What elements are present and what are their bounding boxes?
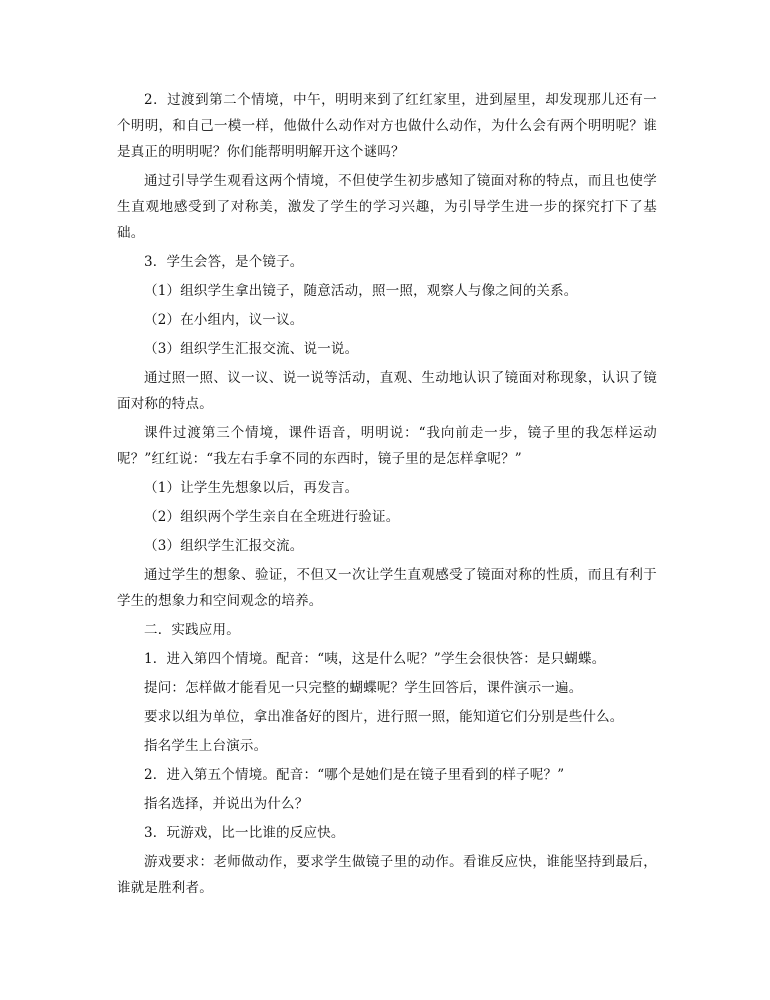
paragraph-step-1-imagine: （1）让学生先想象以后，再发言。 [144, 480, 359, 496]
paragraph-step-2-discuss: （2）在小组内，议一议。 [144, 312, 304, 328]
paragraph-activity-summary: 通过照一照、议一议、说一说等活动，直观、生动地认识了镜面对称现象，认识了镜面对称的特点。 [117, 370, 657, 412]
paragraph-step-2-verify: （2）组织两个学生亲自在全班进行验证。 [144, 509, 400, 525]
paragraph-student-answer-mirror: 3．学生会答，是个镜子。 [144, 254, 304, 270]
paragraph-game-rules: 游戏要求：老师做动作，要求学生做镜子里的动作。看谁反应快，谁能坚持到最后，谁就是胜利者。 [117, 854, 657, 896]
paragraph-third-scene-dialogue: 课件过渡第三个情境，课件语音，明明说：“我向前走一步，镜子里的我怎样运动呢？”红红说：“我左右手拿不同的东西时，镜子里的是怎样拿呢？” [117, 425, 657, 467]
paragraph-step-3-exchange: （3）组织学生汇报交流。 [144, 538, 304, 554]
paragraph-group-task: 要求以组为单位，拿出准备好的图片，进行照一照，能知道它们分别是些什么。 [144, 709, 624, 725]
paragraph-fourth-scene: 1．进入第四个情境。配音：“咦，这是什么呢？”学生会很快答：是只蝴蝶。 [144, 651, 606, 667]
paragraph-choose-explain: 指名选择，并说出为什么？ [144, 796, 309, 812]
document-body [117, 87, 657, 901]
paragraph-step-1-take-mirror: （1）组织学生拿出镜子，随意活动，照一照，观察人与像之间的关系。 [144, 283, 578, 299]
paragraph-question-butterfly: 提问：怎样做才能看见一只完整的蝴蝶呢？学生回答后，课件演示一遍。 [144, 680, 583, 696]
section-heading-practice: 二．实践应用。 [144, 622, 240, 638]
paragraph-game: 3．玩游戏，比一比谁的反应快。 [144, 825, 345, 841]
paragraph-fifth-scene: 2．进入第五个情境。配音：“哪个是她们是在镜子里看到的样子呢？” [144, 767, 565, 783]
paragraph-guide-observation: 通过引导学生观看这两个情境，不但使学生初步感知了镜面对称的特点，而且也使学生直观地感受到了对称美，激发了学生的学习兴趣，为引导学生进一步的探究打下了基础。 [117, 173, 657, 241]
paragraph-step-3-report: （3）组织学生汇报交流、说一说。 [144, 341, 359, 357]
paragraph-transition-second-scene: 2．过渡到第二个情境，中午，明明来到了红红家里，进到屋里，却发现那儿还有一个明明，和自己一模一样，他做什么动作对方也做什么动作，为什么会有两个明明呢？谁是真正的明明呢？你们能帮明明解开这个谜吗？ [117, 92, 657, 160]
paragraph-imagination-summary: 通过学生的想象、验证，不但又一次让学生直观感受了镜面对称的性质，而且有利于学生的想象力和空间观念的培养。 [117, 567, 657, 609]
paragraph-student-demo: 指名学生上台演示。 [144, 738, 268, 754]
